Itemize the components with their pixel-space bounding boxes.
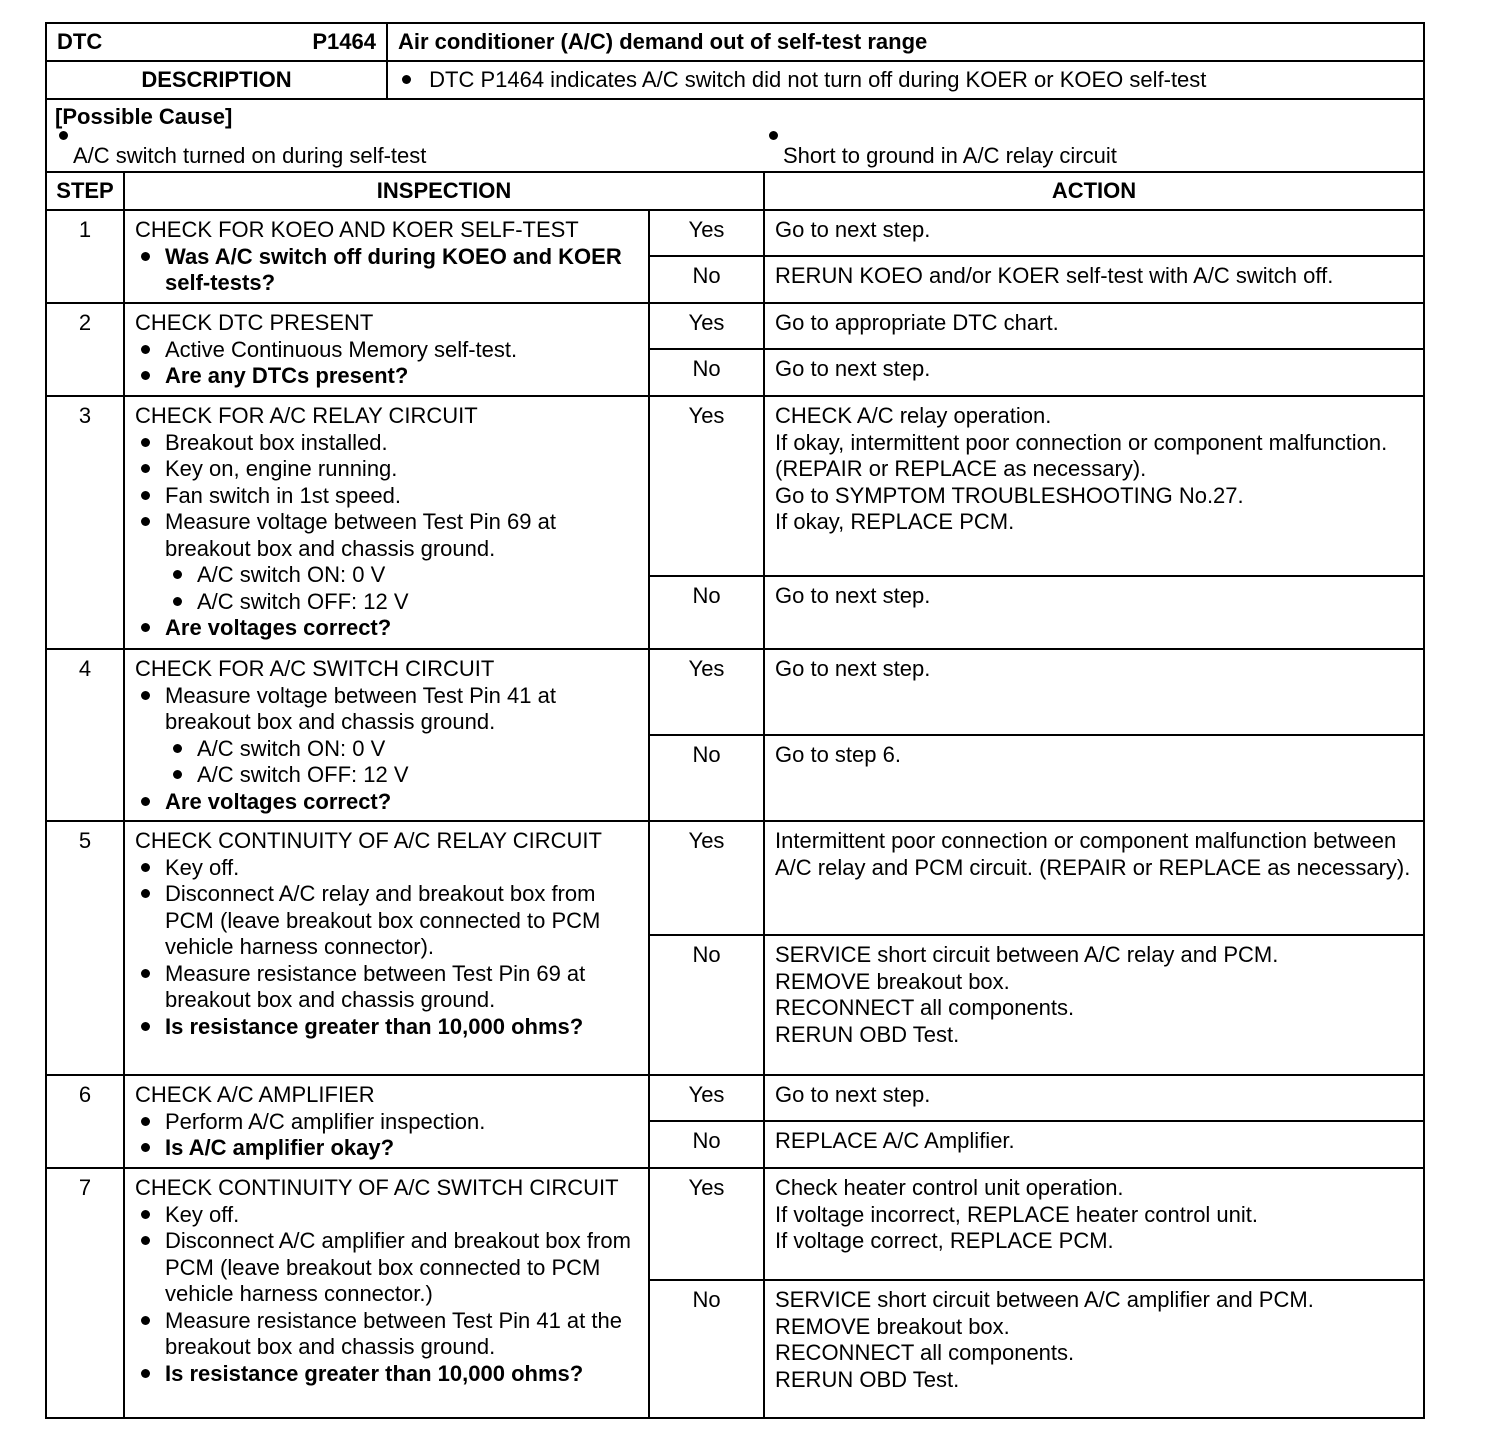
step-number: 7 (46, 1168, 124, 1418)
inspection-line: Measure resistance between Test Pin 69 at breakout box and chassis ground. (135, 961, 640, 1014)
bullet-icon (173, 570, 182, 579)
dtc-p1464-sheet (45, 22, 1423, 1419)
inspection-line: Disconnect A/C relay and breakout box from PCM (leave breakout box connected to PCM vehicle harness connector). (135, 881, 640, 961)
dtc-code: P1464 (312, 28, 376, 54)
action-line: SERVICE short circuit between A/C amplifier and PCM. (775, 1287, 1314, 1312)
action-line: RERUN OBD Test. (775, 1021, 960, 1047)
yes-label: Yes (649, 649, 764, 735)
inspection-line: Key off. (135, 855, 640, 882)
inspection-cell (124, 821, 649, 1075)
no-label: No (649, 576, 764, 649)
step-title: CHECK DTC PRESENT (135, 310, 374, 335)
possible-cause-heading: [Possible Cause] (55, 104, 233, 129)
no-action (764, 256, 1424, 303)
bullet-icon (141, 1143, 150, 1152)
action-line: RERUN KOEO and/or KOER self-test with A/C switch off. (775, 263, 1334, 288)
inspection-line: Active Continuous Memory self-test. (135, 337, 640, 364)
inspection-line: Fan switch in 1st speed. (135, 483, 640, 510)
cause-item: Short to ground in A/C relay circuit (765, 131, 1117, 170)
column-header-row (46, 172, 1424, 210)
description-cell (387, 61, 1424, 99)
inspection-line: Is A/C amplifier okay? (135, 1135, 640, 1162)
bullet-icon (141, 491, 150, 500)
inspection-line: Disconnect A/C amplifier and breakout box from PCM (leave breakout box connected to PCM vehicle harness connector.) (135, 1228, 640, 1308)
step-title: CHECK CONTINUITY OF A/C RELAY CIRCUIT (135, 828, 602, 853)
bullet-icon (141, 969, 150, 978)
bullet-icon (141, 1022, 150, 1031)
yes-action (764, 210, 1424, 256)
inspection-line: Is resistance greater than 10,000 ohms? (135, 1014, 640, 1041)
no-label: No (649, 935, 764, 1075)
yes-action (764, 821, 1424, 935)
bullet-icon (141, 438, 150, 447)
inspection-line: Are voltages correct? (135, 615, 640, 642)
bullet-icon (141, 345, 150, 354)
inspection-line: Measure voltage between Test Pin 69 at breakout box and chassis ground. (135, 509, 640, 562)
bullet-icon (141, 797, 150, 806)
step-number: 5 (46, 821, 124, 1075)
yes-action (764, 649, 1424, 735)
bullet-icon (141, 1236, 150, 1245)
bullet-icon (141, 1210, 150, 1219)
inspection-line: Are any DTCs present? (135, 363, 640, 390)
yes-action (764, 1075, 1424, 1121)
bullet-icon (402, 75, 411, 84)
action-line: RERUN OBD Test. (775, 1366, 960, 1392)
no-action (764, 1121, 1424, 1168)
inspection-cell (124, 396, 649, 649)
step-number: 4 (46, 649, 124, 821)
step-title: CHECK FOR KOEO AND KOER SELF-TEST (135, 217, 579, 242)
troubleshooting-table (45, 22, 1425, 1419)
no-action (764, 349, 1424, 396)
inspection-line: Measure voltage between Test Pin 41 at breakout box and chassis ground. (135, 683, 640, 736)
action-line: Go to appropriate DTC chart. (775, 310, 1059, 335)
action-line: RECONNECT all components. (775, 995, 1075, 1020)
inspection-line: A/C switch ON: 0 V (135, 562, 640, 589)
step-row-6 (46, 1075, 1424, 1121)
bullet-icon (141, 889, 150, 898)
inspection-cell (124, 303, 649, 396)
yes-label: Yes (649, 821, 764, 935)
no-label: No (649, 349, 764, 396)
action-line: If voltage incorrect, REPLACE heater control unit. (775, 1201, 1259, 1227)
step-number: 2 (46, 303, 124, 396)
action-line: CHECK A/C relay operation. (775, 403, 1052, 428)
no-label: No (649, 1121, 764, 1168)
inspection-line: A/C switch OFF: 12 V (135, 589, 640, 616)
bullet-icon (141, 863, 150, 872)
inspection-line: A/C switch OFF: 12 V (135, 762, 640, 789)
inspection-line: Was A/C switch off during KOEO and KOER self-tests? (135, 244, 640, 297)
step-number: 6 (46, 1075, 124, 1168)
bullet-icon (141, 1369, 150, 1378)
yes-label: Yes (649, 303, 764, 349)
inspection-cell (124, 1168, 649, 1418)
action-line: Check heater control unit operation. (775, 1175, 1124, 1200)
action-line: Go to next step. (775, 356, 931, 381)
dtc-row (46, 23, 1424, 61)
inspection-cell (124, 210, 649, 303)
yes-label: Yes (649, 1168, 764, 1280)
yes-action (764, 396, 1424, 576)
step-row-7 (46, 1168, 1424, 1280)
step-number: 3 (46, 396, 124, 649)
no-action (764, 1280, 1424, 1418)
inspection-line: A/C switch ON: 0 V (135, 736, 640, 763)
possible-cause-row (46, 99, 1424, 172)
action-line: REMOVE breakout box. (775, 968, 1010, 994)
yes-action (764, 303, 1424, 349)
action-line: Go to next step. (775, 217, 931, 242)
bullet-icon (141, 464, 150, 473)
action-line: SERVICE short circuit between A/C relay and PCM. (775, 942, 1279, 967)
action-line: REPLACE A/C Amplifier. (775, 1128, 1015, 1153)
description-row (46, 61, 1424, 99)
bullet-icon (173, 770, 182, 779)
yes-action (764, 1168, 1424, 1280)
bullet-icon (141, 252, 150, 261)
no-action (764, 935, 1424, 1075)
bullet-icon (141, 1316, 150, 1325)
bullet-icon (141, 371, 150, 380)
yes-label: Yes (649, 1075, 764, 1121)
no-label: No (649, 735, 764, 821)
step-title: CHECK CONTINUITY OF A/C SWITCH CIRCUIT (135, 1175, 619, 1200)
step-row-5 (46, 821, 1424, 935)
no-label: No (649, 1280, 764, 1418)
bullet-icon (173, 744, 182, 753)
step-title: CHECK A/C AMPLIFIER (135, 1082, 375, 1107)
inspection-line: Key on, engine running. (135, 456, 640, 483)
action-line: REMOVE breakout box. (775, 1313, 1010, 1339)
inspection-line: Key off. (135, 1202, 640, 1229)
description-text: DTC P1464 indicates A/C switch did not turn off during KOER or KOEO self-test (429, 66, 1207, 92)
bullet-icon (141, 517, 150, 526)
action-line: Go to next step. (775, 583, 931, 608)
bullet-icon (141, 691, 150, 700)
action-line: Go to step 6. (775, 742, 901, 767)
description-label: DESCRIPTION (46, 61, 387, 99)
step-row-2 (46, 303, 1424, 349)
col-step: STEP (46, 172, 124, 210)
inspection-cell (124, 649, 649, 821)
action-line: If voltage correct, REPLACE PCM. (775, 1228, 1114, 1253)
yes-label: Yes (649, 396, 764, 576)
action-line: Go to SYMPTOM TROUBLESHOOTING No.27. (775, 482, 1244, 508)
step-row-1 (46, 210, 1424, 256)
no-action (764, 576, 1424, 649)
inspection-line: Perform A/C amplifier inspection. (135, 1109, 640, 1136)
step-number: 1 (46, 210, 124, 303)
inspection-line: Is resistance greater than 10,000 ohms? (135, 1361, 640, 1388)
bullet-icon (59, 131, 68, 140)
col-inspection: INSPECTION (124, 172, 764, 210)
action-line: RECONNECT all components. (775, 1340, 1075, 1365)
no-action (764, 735, 1424, 821)
bullet-icon (173, 597, 182, 606)
bullet-icon (769, 131, 778, 140)
no-label: No (649, 256, 764, 303)
col-action: ACTION (764, 172, 1424, 210)
yes-label: Yes (649, 210, 764, 256)
step-title: CHECK FOR A/C RELAY CIRCUIT (135, 403, 478, 428)
dtc-label: DTC (57, 28, 103, 54)
step-row-3 (46, 396, 1424, 576)
bullet-icon (141, 1117, 150, 1126)
action-line: Go to next step. (775, 656, 931, 681)
inspection-line: Are voltages correct? (135, 789, 640, 816)
possible-cause-cell (46, 99, 1424, 172)
action-line: If okay, REPLACE PCM. (775, 509, 1015, 534)
step-row-4 (46, 649, 1424, 735)
inspection-line: Measure resistance between Test Pin 41 at the breakout box and chassis ground. (135, 1308, 640, 1361)
inspection-line: Breakout box installed. (135, 430, 640, 457)
cause-item: A/C switch turned on during self-test (55, 131, 765, 170)
bullet-icon (141, 623, 150, 632)
action-line: Intermittent poor connection or component malfunction between A/C relay and PCM circuit. (REPAIR or REPLACE as necessary). (775, 828, 1411, 880)
action-line: If okay, intermittent poor connection or component malfunction. (REPAIR or REPLACE as necessary). (775, 429, 1388, 481)
inspection-cell (124, 1075, 649, 1168)
step-title: CHECK FOR A/C SWITCH CIRCUIT (135, 656, 495, 681)
dtc-cell (46, 23, 387, 61)
action-line: Go to next step. (775, 1082, 931, 1107)
dtc-title: Air conditioner (A/C) demand out of self-test range (387, 23, 1424, 61)
